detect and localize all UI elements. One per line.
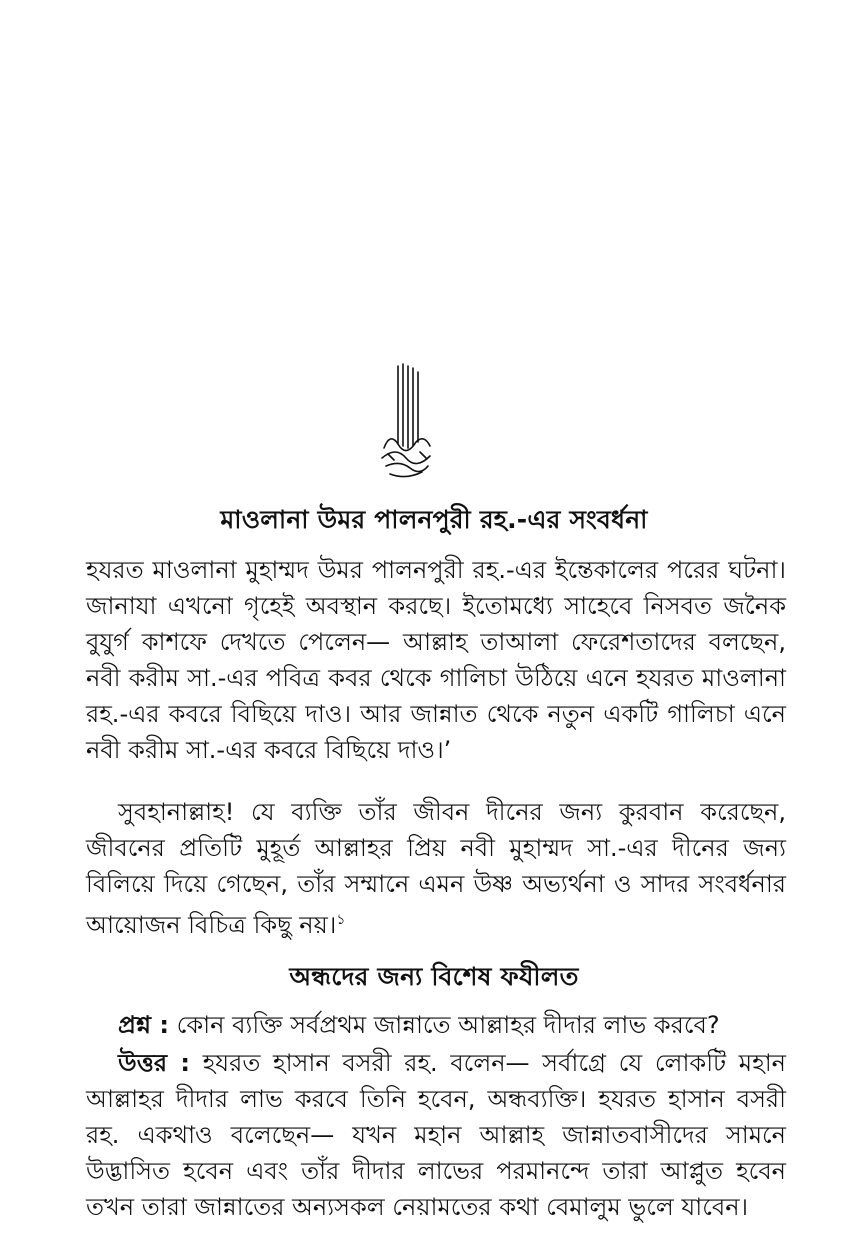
question-paragraph [86, 1007, 786, 1043]
paragraph-subhanallah [86, 794, 786, 943]
bismillah-calligraphy-icon [376, 362, 436, 482]
section-title-blind-virtue: অন্ধদের জন্য বিশেষ ফযীলত [289, 962, 579, 991]
answer-paragraph [86, 1045, 786, 1225]
answer-text: হযরত হাসান বসরী রহ. বলেন— সর্বাগ্রে যে লোকটি মহান আল্লাহর দীদার লাভ করবে তিনি হবেন, অন্ধব্যক্তি। হযরত হাসান বসরী রহ. একথাও বলেছেন— যখন মহান আল্লাহ জান্নাতবাসীদের সামনে উদ্ভাসিত হবেন এবং তাঁর দীদার লাভের পরমানন্দে তারা আপ্লুত হবেন তখন তারা জান্নাতের অন্যসকল নেয়ামতের কথা বেমালুম ভুলে যাবেন। [86, 1049, 787, 1221]
answer-label: উত্তর : [118, 1049, 191, 1077]
question-label: প্রশ্ন : [118, 1011, 169, 1039]
question-text: কোন ব্যক্তি সর্বপ্রথম জান্নাতে আল্লাহর দীদার লাভ করবে? [176, 1011, 720, 1039]
paragraph-subhanallah-text: সুবহানাল্লাহ! যে ব্যক্তি তাঁর জীবন দীনের জন্য কুরবান করেছেন, জীবনের প্রতিটি মুহূর্ত আল্লাহর প্রিয় নবী মুহাম্মদ সা.-এর দীনের জন্য বিলিয়ে দিয়ে গেছেন, তাঁর সম্মানে এমন উষ্ণ অভ্যর্থনা ও সাদর সংবর্ধনার আয়োজন বিচিত্র কিছু নয়। [86, 798, 786, 939]
section-title-umar-palanpuri: মাওলানা উমর পালনপুরী রহ.-এর সংবর্ধনা [220, 505, 648, 534]
paragraph-event: হযরত মাওলানা মুহাম্মদ উমর পালনপুরী রহ.-এর ইন্তেকালের পরের ঘটনা। জানাযা এখনো গৃহেই অবস্থান করছে। ইতোমধ্যে সাহেবে নিসবত জনৈক বুযুর্গ কাশফে দেখতে পেলেন— আল্লাহ তাআলা ফেরেশতাদের বলছেন, নবী করীম সা.-এর পবিত্র কবর থেকে গালিচা উঠিয়ে এনে হযরত মাওলানা রহ.-এর কবরে বিছিয়ে দাও। আর জান্নাত থেকে নতুন একটি গালিচা এনে নবী করীম সা.-এর কবরে বিছিয়ে দাও।’ [86, 556, 786, 764]
footnote-mark: ১ [336, 912, 346, 928]
